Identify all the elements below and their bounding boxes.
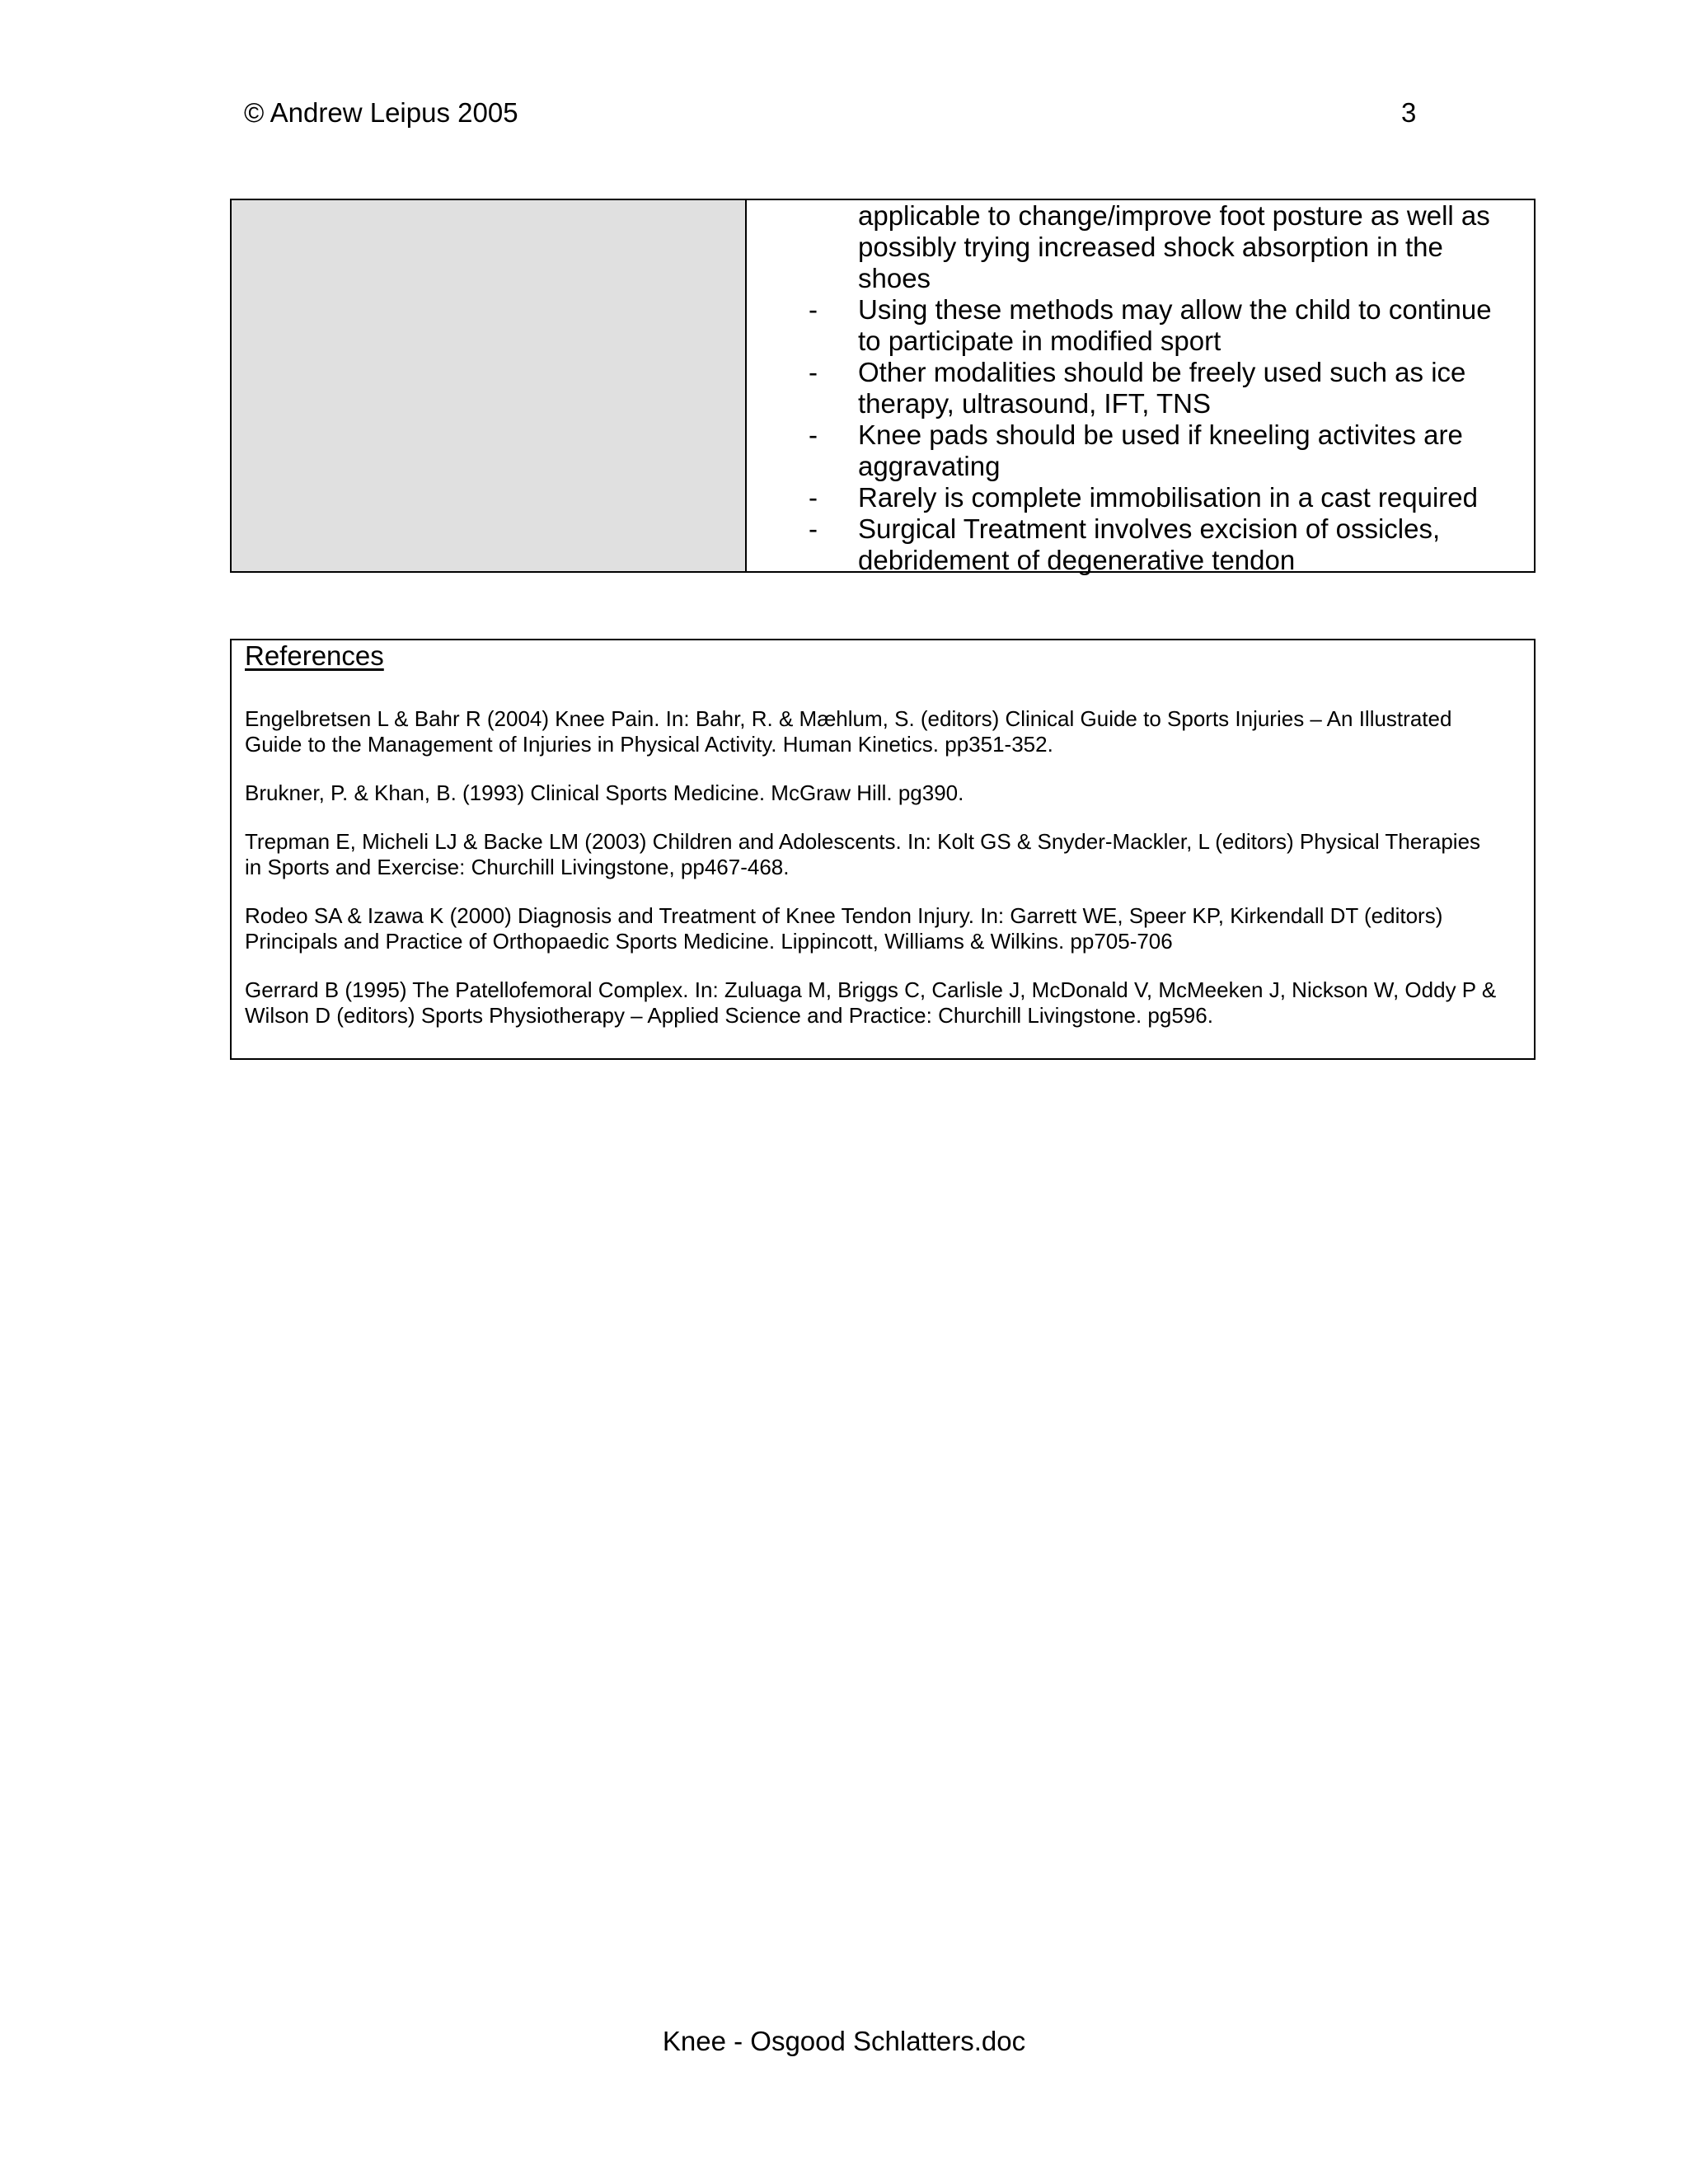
treatment-line bbox=[747, 200, 1534, 232]
treatment-line-text: Knee pads should be used if kneeling activites are bbox=[858, 419, 1463, 450]
reference-item: Rodeo SA & Izawa K (2000) Diagnosis and Treatment of Knee Tendon Injury. In: Garrett WE, Speer KP, Kirkendall DT (editors) Principals and Practice of Orthopaedic Sports Medicine. Lippincott, Williams & Wilkins. pp705-706 bbox=[245, 903, 1443, 954]
reference-item: Gerrard B (1995) The Patellofemoral Complex. In: Zuluaga M, Briggs C, Carlisle J, McDonald V, McMeeken J, Nickson W, Oddy P & Wilson D (editors) Sports Physiotherapy – Applied Science and Practice: Churchill Livingstone. pg596. bbox=[245, 977, 1497, 1028]
treatment-table-right-cell bbox=[747, 200, 1534, 575]
page-number: 3 bbox=[1401, 97, 1417, 128]
footer-filename: Knee - Osgood Schlatters.doc bbox=[662, 2026, 1026, 2056]
treatment-line bbox=[747, 451, 1534, 482]
treatment-line-text: possibly trying increased shock absorption in the bbox=[858, 232, 1443, 262]
treatment-line-text: debridement of degenerative tendon bbox=[858, 545, 1296, 575]
treatment-line bbox=[747, 326, 1534, 357]
treatment-line-text: Surgical Treatment involves excision of ossicles, bbox=[858, 513, 1441, 544]
references-list bbox=[245, 706, 1521, 1052]
bullet-dash: - bbox=[809, 513, 818, 544]
treatment-table bbox=[230, 199, 1536, 573]
treatment-line-text: Other modalities should be freely used such as ice bbox=[858, 357, 1466, 387]
treatment-line bbox=[747, 419, 1534, 451]
treatment-line bbox=[747, 357, 1534, 388]
references-heading: References bbox=[245, 640, 384, 671]
bullet-dash: - bbox=[809, 357, 818, 387]
treatment-line-text: to participate in modified sport bbox=[858, 326, 1221, 356]
treatment-line-text: Using these methods may allow the child to continue bbox=[858, 294, 1492, 325]
references-box bbox=[230, 639, 1536, 1060]
bullet-dash: - bbox=[809, 482, 818, 513]
treatment-list bbox=[747, 200, 1534, 576]
treatment-line bbox=[747, 545, 1534, 576]
treatment-line bbox=[747, 513, 1534, 545]
reference-item: Brukner, P. & Khan, B. (1993) Clinical Sports Medicine. McGraw Hill. pg390. bbox=[245, 780, 964, 805]
reference-item: Engelbretsen L & Bahr R (2004) Knee Pain. In: Bahr, R. & Mæhlum, S. (editors) Clinical Guide to Sports Injuries – An Illustrated Guide to the Management of Injuries in Physical Activity. Human Kinetics. pp351-352. bbox=[245, 706, 1452, 757]
treatment-line bbox=[747, 482, 1534, 513]
treatment-line bbox=[747, 263, 1534, 294]
treatment-line-text: applicable to change/improve foot posture as well as bbox=[858, 200, 1490, 231]
treatment-line-text: shoes bbox=[858, 263, 931, 293]
bullet-dash: - bbox=[809, 294, 818, 325]
treatment-table-left-cell bbox=[232, 200, 747, 571]
treatment-line-text: aggravating bbox=[858, 451, 1001, 481]
treatment-line bbox=[747, 294, 1534, 326]
reference-item: Trepman E, Micheli LJ & Backe LM (2003) Children and Adolescents. In: Kolt GS & Snyder-Mackler, L (editors) Physical Therapies in Sports and Exercise: Churchill Livingstone, pp467-468. bbox=[245, 829, 1481, 879]
treatment-line-text: therapy, ultrasound, IFT, TNS bbox=[858, 388, 1211, 419]
treatment-line-text: Rarely is complete immobilisation in a cast required bbox=[858, 482, 1478, 513]
treatment-line bbox=[747, 232, 1534, 263]
header-copyright: © Andrew Leipus 2005 bbox=[244, 97, 518, 128]
bullet-dash: - bbox=[809, 419, 818, 450]
treatment-line bbox=[747, 388, 1534, 419]
